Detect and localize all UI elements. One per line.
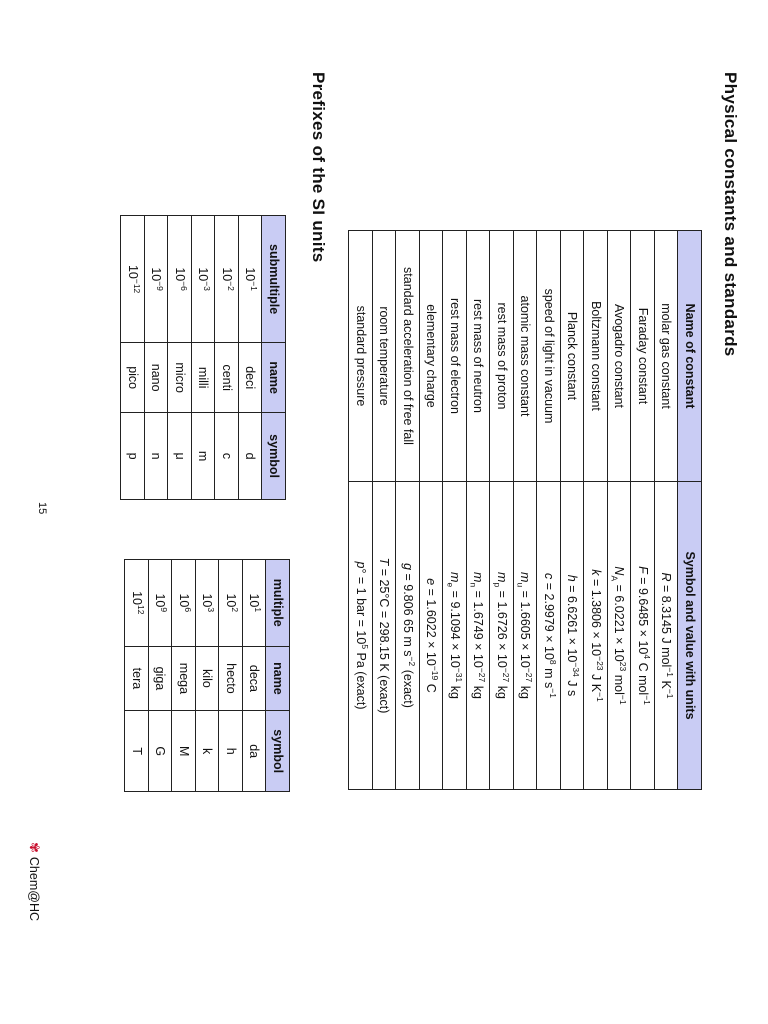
prefix-symbol: p <box>121 413 145 500</box>
constant-name: Boltzmann constant <box>584 231 608 482</box>
constants-heading: Physical constants and standards <box>721 72 740 357</box>
prefix-factor: $10^2$ <box>219 560 243 647</box>
constant-value: p° = 1 bar = $10^5$ Pa (exact) <box>349 482 373 790</box>
table-row <box>239 216 263 500</box>
constant-name: standard pressure <box>349 231 373 482</box>
prefix-name: hecto <box>219 646 243 711</box>
table-row <box>631 231 655 790</box>
prefix-name: deci <box>239 343 263 413</box>
submultiples-header-row <box>262 216 286 500</box>
prefix-name: deca <box>243 646 267 711</box>
table-row <box>125 560 149 792</box>
table-row <box>243 560 267 792</box>
prefix-name-header: name <box>262 343 286 413</box>
prefix-symbol: h <box>219 711 243 792</box>
prefix-symbol: M <box>172 711 196 792</box>
prefix-symbol: d <box>239 413 263 500</box>
table-row <box>537 231 561 790</box>
constant-name: room temperature <box>373 231 397 482</box>
table-row <box>443 231 467 790</box>
prefix-factor: $10^{12}$ <box>125 560 149 647</box>
constant-name: speed of light in vacuum <box>537 231 561 482</box>
multiples-header-row <box>266 560 290 792</box>
prefix-factor: $10^{-6}$ <box>168 216 192 343</box>
constant-value: $m_e = 9.1094 \times 10^{-31}$ kg <box>443 482 467 790</box>
constants-header-row <box>678 231 702 790</box>
prefix-symbol: G <box>149 711 173 792</box>
prefix-name-header: name <box>266 646 290 711</box>
table-row <box>584 231 608 790</box>
table-row <box>215 216 239 500</box>
constant-value: $N_A = 6.0221 \times 10^{23}$ mol$^{-1}$ <box>608 482 632 790</box>
prefix-factor: $10^{-2}$ <box>215 216 239 343</box>
table-row <box>196 560 220 792</box>
prefix-factor: $10^{-9}$ <box>145 216 169 343</box>
prefix-name: milli <box>192 343 216 413</box>
constant-name: Planck constant <box>561 231 585 482</box>
table-row <box>655 231 679 790</box>
table-row <box>121 216 145 500</box>
table-row <box>467 231 491 790</box>
table-row <box>172 560 196 792</box>
submultiple-header: submultiple <box>262 216 286 343</box>
prefix-symbol: T <box>125 711 149 792</box>
constants-table <box>349 230 703 790</box>
constant-value-header: Symbol and value with units <box>678 482 702 790</box>
prefix-symbol: μ <box>168 413 192 500</box>
multiple-header: multiple <box>266 560 290 647</box>
constant-name: standard acceleration of free fall <box>396 231 420 482</box>
table-row <box>145 216 169 500</box>
prefix-name: pico <box>121 343 145 413</box>
prefix-factor: $10^6$ <box>172 560 196 647</box>
constant-value: $c = 2.9979 \times 10^8$ m $s^{-1}$ <box>537 482 561 790</box>
prefix-symbol: n <box>145 413 169 500</box>
prefix-factor: $10^{-3}$ <box>192 216 216 343</box>
constant-value: $e = 1.6022 \times 10^{-19}$ C <box>420 482 444 790</box>
prefixes-heading: Prefixes of the SI units <box>309 72 328 263</box>
constant-name-header: Name of constant <box>678 231 702 482</box>
prefix-factor: $10^3$ <box>196 560 220 647</box>
table-row <box>219 560 243 792</box>
prefix-name: mega <box>172 646 196 711</box>
prefix-name: centi <box>215 343 239 413</box>
brand-mark <box>26 842 42 921</box>
table-row <box>514 231 538 790</box>
constant-value: $m_p = 1.6726 \times 10^{-27}$ kg <box>490 482 514 790</box>
table-row <box>349 231 373 790</box>
submultiples-table <box>121 215 287 500</box>
constant-value: R = 8.3145 J mol$^{-1}$ $K^{-1}$ <box>655 482 679 790</box>
constant-value: T = 25°C = 298.15 K (exact) <box>373 482 397 790</box>
prefix-name: giga <box>149 646 173 711</box>
prefix-symbol-header: symbol <box>266 711 290 792</box>
constant-name: atomic mass constant <box>514 231 538 482</box>
constant-value: $h = 6.6261 \times 10^{-34}$ J s <box>561 482 585 790</box>
table-row <box>168 216 192 500</box>
constant-name: rest mass of proton <box>490 231 514 482</box>
prefix-factor: $10^1$ <box>243 560 267 647</box>
constant-value: $k = 1.3806 \times 10^{-23}$ J $K^{-1}$ <box>584 482 608 790</box>
table-row <box>149 560 173 792</box>
table-row <box>373 231 397 790</box>
prefix-symbol-header: symbol <box>262 413 286 500</box>
page-number: 15 <box>36 502 48 515</box>
constant-name: Faraday constant <box>631 231 655 482</box>
table-row <box>490 231 514 790</box>
constant-value: $F = 9.6485 \times 10^4$ C mol$^{-1}$ <box>631 482 655 790</box>
prefix-symbol: m <box>192 413 216 500</box>
multiples-table <box>125 559 291 792</box>
molecule-icon: ✾ <box>27 842 42 853</box>
brand-label: Chem@HC <box>27 856 41 921</box>
prefix-name: nano <box>145 343 169 413</box>
constant-value: $m_n = 1.6749 \times 10^{-27}$ kg <box>467 482 491 790</box>
prefix-factor: $10^{-12}$ <box>121 216 145 343</box>
prefix-symbol: k <box>196 711 220 792</box>
constant-name: Avogadro constant <box>608 231 632 482</box>
prefix-factor: $10^{-1}$ <box>239 216 263 343</box>
prefix-name: kilo <box>196 646 220 711</box>
prefix-name: tera <box>125 646 149 711</box>
constant-value: g = 9.806 65 m $s^{-2}$ (exact) <box>396 482 420 790</box>
constant-name: molar gas constant <box>655 231 679 482</box>
prefix-name: micro <box>168 343 192 413</box>
constant-name: elementary charge <box>420 231 444 482</box>
constant-value: $m_u = 1.6605 \times 10^{-27}$ kg <box>514 482 538 790</box>
table-row <box>561 231 585 790</box>
constant-name: rest mass of neutron <box>467 231 491 482</box>
prefix-symbol: c <box>215 413 239 500</box>
prefix-factor: $10^9$ <box>149 560 173 647</box>
table-row <box>396 231 420 790</box>
table-row <box>608 231 632 790</box>
prefix-symbol: da <box>243 711 267 792</box>
constant-name: rest mass of electron <box>443 231 467 482</box>
table-row <box>420 231 444 790</box>
table-row <box>192 216 216 500</box>
